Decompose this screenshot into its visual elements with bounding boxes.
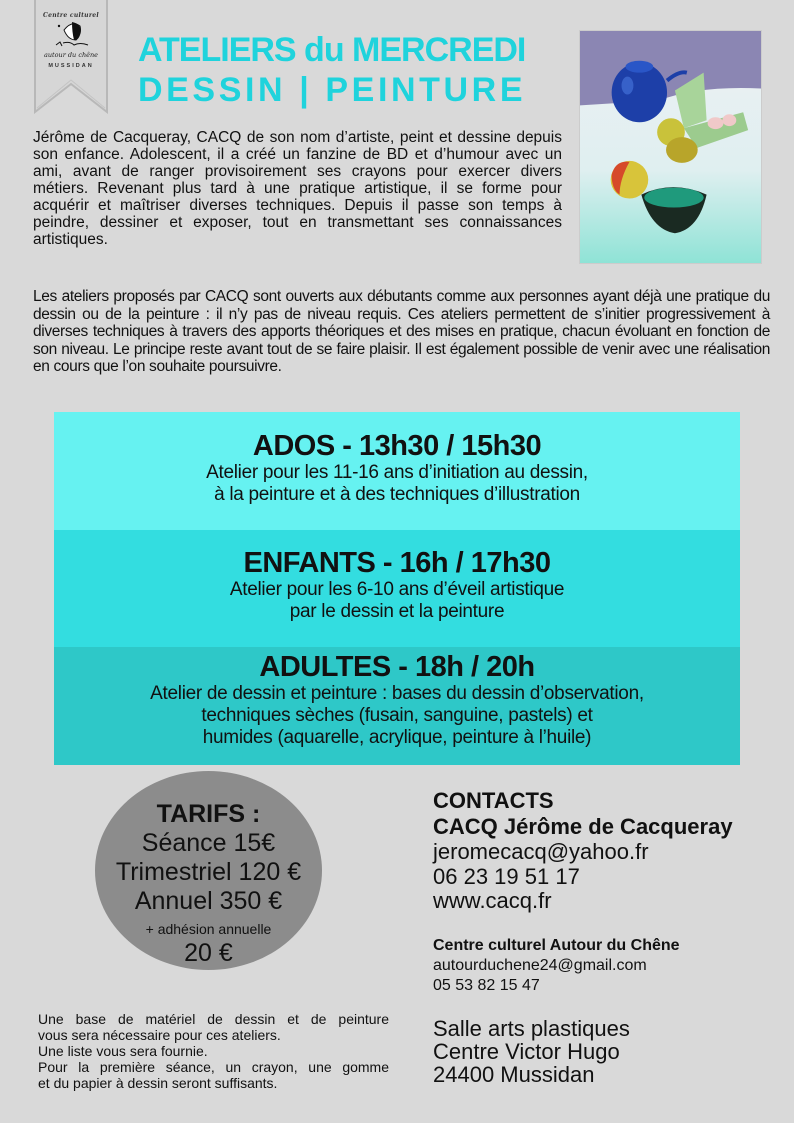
session-panel-enfants bbox=[54, 530, 740, 647]
session-description-line: Atelier pour les 11-16 ans d’initiation au dessin, bbox=[206, 462, 588, 483]
venue-address bbox=[433, 1017, 773, 1086]
session-description-line: Atelier pour les 6-10 ans d’éveil artistique bbox=[229, 579, 565, 600]
session-title: ENFANTS - 16h / 17h30 bbox=[243, 547, 551, 579]
material-note-line: vous sera nécessaire pour ces ateliers. bbox=[38, 1027, 281, 1043]
centre-email-link[interactable]: autourduchene24@gmail.com bbox=[433, 957, 647, 974]
session-panel-ados bbox=[54, 412, 740, 530]
price-quarterly: Trimestriel 120 € bbox=[115, 858, 302, 886]
workshop-description-paragraph: Les ateliers proposés par CACQ sont ouverts aux débutants comme aux personnes ayant déjà une pratique du dessin ou de la peinture : il n’y pas de niveau requis. Ces ateliers permettent de s’initier progressivement à diverses techniques à travers des apports théoriques et des mises en pratique, chacun évoluant en fonction de son niveau. Le principe reste avant tout de se faire plaisir. Il est également possible de venir avec une réalisation en cours que l’on souhaite poursuivre. bbox=[33, 288, 770, 375]
venue-city: 24400 Mussidan bbox=[433, 1062, 595, 1087]
material-note-line: Une base de matériel de dessin et de peinture bbox=[38, 1011, 389, 1027]
pricing-title: TARIFS : bbox=[156, 800, 261, 828]
contact-phone[interactable]: 06 23 19 51 17 bbox=[433, 863, 580, 889]
session-description-line: humides (aquarelle, acrylique, peinture à l’huile) bbox=[202, 727, 592, 748]
venue-room: Salle arts plastiques bbox=[433, 1016, 630, 1041]
material-note-line: Une liste vous sera fournie. bbox=[38, 1043, 208, 1059]
price-session: Séance 15€ bbox=[141, 829, 276, 857]
contacts-block bbox=[433, 788, 773, 914]
pricing-circle bbox=[95, 771, 322, 970]
session-panel-adultes bbox=[54, 647, 740, 765]
membership-label: + adhésion annuelle bbox=[145, 921, 272, 937]
session-description-line: par le dessin et la peinture bbox=[289, 601, 505, 622]
session-description-line: à la peinture et à des techniques d’illustration bbox=[214, 484, 580, 505]
price-annual: Annuel 350 € bbox=[134, 887, 283, 915]
centre-phone[interactable]: 05 53 82 15 47 bbox=[433, 977, 540, 994]
page-subtitle: DESSIN | PEINTURE bbox=[138, 71, 527, 109]
logo-text-middle: autour du chêne bbox=[43, 51, 99, 59]
venue-building: Centre Victor Hugo bbox=[433, 1039, 620, 1064]
oak-leaf-logo-icon bbox=[50, 18, 94, 50]
logo-text-bottom: MUSSIDAN bbox=[48, 63, 94, 69]
artist-bio-paragraph: Jérôme de Cacqueray, CACQ de son nom d’artiste, peint et dessine depuis son enfance. Adolescent, il a créé un fanzine de BD et d’humour avec un ami, avant de ranger provisoirement ses crayons pour exercer divers métiers. Revenant plus tard à une pratique artistique, il se forme pour acquérir et maîtriser diverses techniques. Depuis il passe son temps à peindre, dessiner et exposer, tout en transmettant ses connaissances artistiques. bbox=[33, 129, 562, 248]
session-title: ADOS - 13h30 / 15h30 bbox=[252, 430, 542, 462]
logo-text-top: Centre culturel bbox=[43, 12, 99, 19]
material-note bbox=[38, 1011, 389, 1091]
cultural-centre-block bbox=[433, 936, 773, 996]
session-description-line: techniques sèches (fusain, sanguine, pastels) et bbox=[201, 705, 593, 726]
contact-website-link[interactable]: www.cacq.fr bbox=[433, 888, 552, 913]
contact-name: CACQ Jérôme de Cacqueray bbox=[433, 814, 733, 839]
membership-price: 20 € bbox=[184, 939, 233, 967]
material-note-line: Pour la première séance, un crayon, une gomme bbox=[38, 1059, 389, 1075]
contacts-heading: CONTACTS bbox=[433, 788, 554, 813]
still-life-painting-image bbox=[579, 30, 762, 264]
material-note-line: et du papier à dessin seront suffisants. bbox=[38, 1075, 278, 1091]
page-title: ATELIERS du MERCREDI bbox=[138, 31, 526, 69]
session-title: ADULTES - 18h / 20h bbox=[259, 651, 535, 683]
contact-email-link[interactable]: jeromecacq@yahoo.fr bbox=[433, 839, 649, 864]
session-description-line: Atelier de dessin et peinture : bases du dessin d’observation, bbox=[150, 683, 644, 704]
centre-name: Centre culturel Autour du Chêne bbox=[433, 937, 680, 954]
